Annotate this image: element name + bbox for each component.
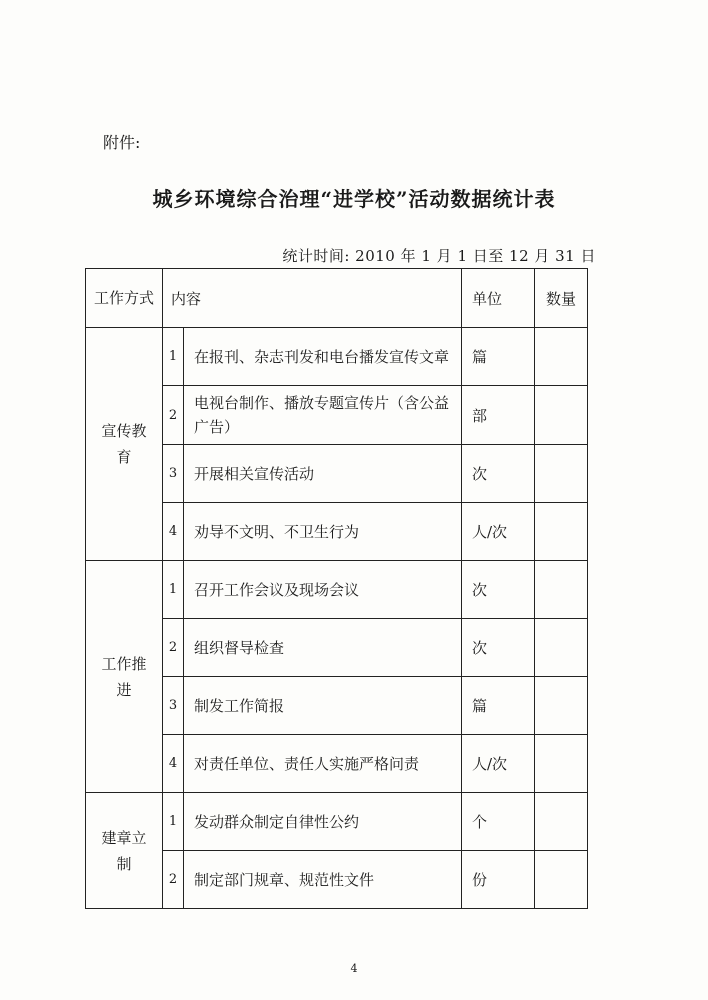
row-number: 4 [163,503,184,561]
table-row [86,793,588,851]
quantity-cell[interactable] [535,735,588,793]
quantity-cell[interactable] [535,851,588,909]
row-number: 2 [163,386,184,445]
row-unit: 篇 [462,328,535,386]
row-unit: 篇 [462,677,535,735]
header-quantity: 数量 [535,269,588,328]
quantity-cell[interactable] [535,561,588,619]
row-unit: 份 [462,851,535,909]
row-number: 3 [163,677,184,735]
row-number: 2 [163,619,184,677]
statistics-table [85,268,588,909]
header-unit: 单位 [462,269,535,328]
quantity-cell[interactable] [535,793,588,851]
row-unit: 人/次 [462,735,535,793]
quantity-cell[interactable] [535,503,588,561]
row-number: 1 [163,561,184,619]
row-content: 组织督导检查 [184,619,462,677]
row-number: 1 [163,328,184,386]
row-unit: 次 [462,561,535,619]
row-content: 制定部门规章、规范性文件 [184,851,462,909]
row-number: 2 [163,851,184,909]
table-header-row [86,269,588,328]
row-number: 1 [163,793,184,851]
row-content: 在报刊、杂志刊发和电台播发宣传文章 [184,328,462,386]
page-title: 城乡环境综合治理“进学校”活动数据统计表 [152,187,556,211]
quantity-cell[interactable] [535,619,588,677]
row-unit: 人/次 [462,503,535,561]
attachment-label: 附件: [103,133,141,152]
method-cell: 工作推进 [86,561,163,793]
row-number: 4 [163,735,184,793]
page-number: 4 [350,962,358,975]
method-cell: 宣传教育 [86,328,163,561]
row-content: 对责任单位、责任人实施严格问责 [184,735,462,793]
statistics-period: 统计时间: 2010 年 1 月 1 日至 12 月 31 日 [282,247,596,265]
header-content: 内容 [163,269,462,328]
quantity-cell[interactable] [535,386,588,445]
row-content: 开展相关宣传活动 [184,445,462,503]
quantity-cell[interactable] [535,328,588,386]
quantity-cell[interactable] [535,677,588,735]
row-content: 制发工作简报 [184,677,462,735]
row-content: 发动群众制定自律性公约 [184,793,462,851]
quantity-cell[interactable] [535,445,588,503]
method-cell: 建章立制 [86,793,163,909]
row-unit: 次 [462,445,535,503]
row-unit: 个 [462,793,535,851]
table-row [86,328,588,386]
row-unit: 部 [462,386,535,445]
row-unit: 次 [462,619,535,677]
row-content: 召开工作会议及现场会议 [184,561,462,619]
header-method: 工作方式 [86,269,163,328]
row-number: 3 [163,445,184,503]
row-content: 电视台制作、播放专题宣传片（含公益广告） [184,386,462,445]
table-row [86,561,588,619]
row-content: 劝导不文明、不卫生行为 [184,503,462,561]
